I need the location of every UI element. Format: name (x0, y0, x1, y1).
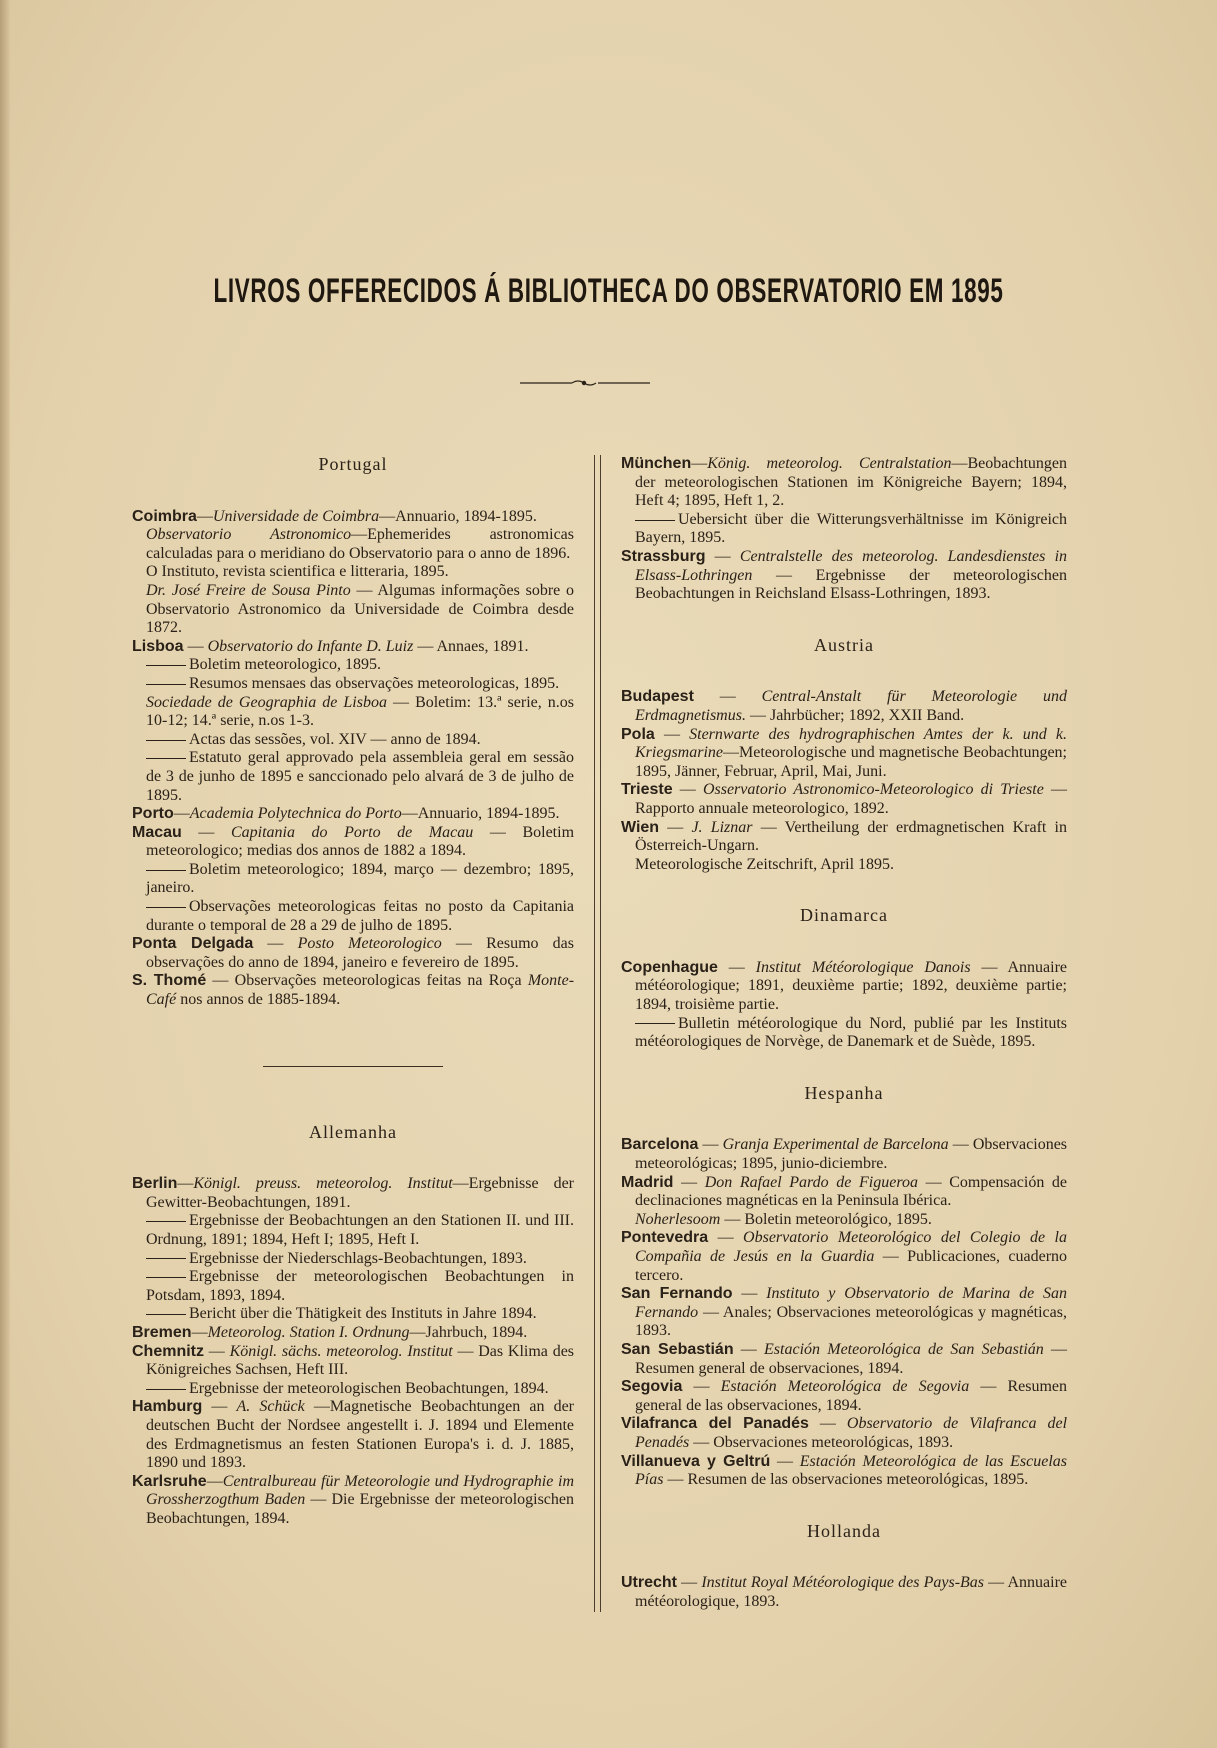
column-separator (594, 455, 601, 1612)
entry-text: Rapporto annuale meteorologico, 1892. (635, 799, 889, 817)
entry-lisboa: Lisboa — Observatorio do Infante D. Luiz — Annaes, 1891. (132, 637, 529, 655)
institution: A. Schück (236, 1398, 305, 1416)
entry-lisboa-sub (132, 731, 574, 750)
institution: Don Rafael Pardo de Figueroa (704, 1173, 918, 1191)
place-name: Vilafranca del Panadés (621, 1415, 809, 1433)
entry-coimbra-sub: O Instituto, revista scientifica e litteraria, 1895. (146, 563, 449, 581)
entry-text: Ergebnisse der Niederschlags-Beobachtungen, 1893. (189, 1249, 527, 1267)
entry-coimbra-sub: Observatorio Astronomico—Ephemerides astronomicas calculadas para o meridiano do Observatorio para o anno de 1896. (146, 526, 574, 562)
entry-vilafranca: Vilafranca del Panadés — Observatorio de Vilafranca del Penadés — Observaciones meteorológicas, 1893. (621, 1415, 1068, 1451)
section-heading-hollanda: Hollanda (807, 1520, 881, 1541)
entry-text: Ergebnisse der Beobachtungen an den Stationen II. und III. Ordnung, 1891; 1894, Heft I; 1895, Heft I. (146, 1212, 574, 1248)
entry-madrid-sub: Noherlesoom — Boletin meteorológico, 1895. (635, 1210, 932, 1228)
entry-pola: Pola — Sternwarte des hydrographischen Amtes der k. und k. Kriegsmarine—Meteorologische und magnetische Beobachtungen; 1895, Jänner, Februar, April, Mai, Juni. (621, 725, 1067, 780)
place-name: San Sebastián (621, 1340, 734, 1358)
entry-segovia: Segovia — Estación Meteorológica de Segovia — Resumen general de las observaciones, 1894. (621, 1378, 1068, 1414)
entry-text: Ergebnisse der Gewitter-Beobachtungen, 1891. (146, 1175, 574, 1211)
entry-text: Boletim: 13.ª serie, n.os 10-12; 14.ª serie, n.os 1-3. (146, 693, 575, 730)
institution: Posto Meteorologico (297, 935, 442, 953)
entry-text: nos annos de 1885-1894. (180, 991, 341, 1009)
entry-text: Ephemerides astronomicas calculadas para o meridiano do Observatorio para o anno de 1896. (146, 526, 574, 562)
place-name: Madrid (621, 1173, 674, 1191)
entry-munchen-sub (621, 511, 1067, 548)
entry-text: Jahrbuch, 1894. (425, 1323, 528, 1341)
institution: Dr. José Freire de Sousa Pinto (146, 581, 351, 599)
entry-text: Vertheilung der erdmagnetischen Kraft in Österreich-Ungarn. (635, 818, 1067, 855)
place-name: Coimbra (132, 507, 197, 525)
institution: J. Liznar (691, 818, 753, 836)
entry-berlin-sub (132, 1268, 574, 1305)
place-name: Hamburg (132, 1398, 203, 1416)
entry-text: Annuario, 1894-1895. (395, 507, 537, 525)
section-rule (263, 1066, 443, 1067)
place-name: Chemnitz (132, 1342, 204, 1360)
place-name: Karlsruhe (132, 1472, 207, 1490)
entry-text: Ergebnisse der meteorologischen Beobachtungen in Reichsland Elsass-Lothringen, 1893. (635, 566, 1067, 603)
entry-text: Resumos mensaes das observações meteorologicas, 1895. (189, 674, 560, 692)
entry-text: Jahrbücher; 1892, XXII Band. (769, 706, 965, 724)
section-heading-dinamarca: Dinamarca (800, 905, 888, 926)
entry-text: Annuaire météorologique; 1891, deuxième partie; 1892, deuxième partie; 1894, troisième partie. (635, 958, 1068, 1014)
place-name: Segovia (621, 1378, 683, 1396)
entry-text: Boletim meteorologico; 1894, março — dezembro; 1895, janeiro. (146, 860, 574, 897)
place-name: Villanueva y Geltrú (621, 1452, 771, 1470)
entry-text: Annuaire météorologique, 1893. (635, 1574, 1067, 1610)
entry-chemnitz-sub (132, 1380, 574, 1399)
section-heading-austria: Austria (814, 634, 874, 655)
place-name: Lisboa (132, 637, 184, 655)
entry-text: Resumen general de observaciones, 1894. (635, 1359, 904, 1377)
entry-text: Das Klima des Königreiches Sachsen, Heft III. (146, 1342, 575, 1379)
entry-munchen: München—König. meteorolog. Centralstation—Beobachtungen der meteorologischen Stationen im Königreiche Bayern; 1894, Heft 4; 1895, Heft 1, 2. (621, 455, 1067, 510)
ornament-divider (520, 375, 650, 391)
institution: Universidade de Coimbra (212, 507, 380, 525)
institution: Sternwarte des hydrographischen Amtes der k. und k. Kriegsmarine (635, 725, 1067, 762)
entry-text: Resumen general de las observaciones, 1894. (635, 1378, 1068, 1414)
institution: Institut Météorologique Danois (755, 958, 971, 976)
entry-macau-sub (132, 861, 574, 898)
place-name: Trieste (621, 781, 673, 799)
entry-text: Resumen de las observaciones meteorológicas, 1895. (687, 1471, 1029, 1489)
place-name: Berlin (132, 1175, 178, 1193)
entry-text: Resumo das observações do anno de 1894, janeiro e fevereiro de 1895. (146, 935, 574, 971)
place-name: San Fernando (621, 1285, 733, 1303)
entry-berlin-sub (132, 1250, 574, 1269)
entry-copenhague: Copenhague — Institut Météorologique Danois — Annuaire météorologique; 1891, deuxième partie; 1892, deuxième partie; 1894, troisième partie. (621, 958, 1068, 1014)
entry-text: Die Ergebnisse der meteorologischen Beobachtungen, 1894. (146, 1491, 575, 1527)
institution: König. meteorolog. Centralstation (707, 455, 952, 472)
entry-san-sebastian: San Sebastián — Estación Meteorológica de San Sebastián — Resumen general de observaciones, 1894. (621, 1340, 1068, 1377)
place-name: Bremen (132, 1323, 192, 1341)
right-column (621, 455, 1067, 1612)
institution: Granja Experimental de Barcelona (722, 1136, 949, 1154)
section-heading-hespanha: Hespanha (804, 1082, 884, 1103)
institution: Observatorio Meteorológico del Colegio de la Compañia de Jesús en la Guardia (635, 1229, 1067, 1265)
entry-madrid: Madrid — Don Rafael Pardo de Figueroa — Compensación de declinaciones magnéticas en la Peninsula Ibérica. (621, 1173, 1068, 1210)
institution: Centralbureau für Meteorologie und Hydrographie im Grossherzogthum Baden (146, 1472, 574, 1509)
section-heading-allemanha: Allemanha (309, 1121, 397, 1142)
entry-san-fernando: San Fernando — Instituto y Observatorio de Marina de San Fernando — Anales; Observaciones meteorológicas y magnéticas, 1893. (621, 1285, 1068, 1340)
entry-karlsruhe: Karlsruhe—Centralbureau für Meteorologie und Hydrographie im Grossherzogthum Baden — Die Ergebnisse der meteorologischen Beobachtungen, 1894. (132, 1472, 575, 1527)
entry-text: Estatuto geral approvado pela assembleia geral em sessão de 3 de junho de 1895 e sanccionado pelo alvará de 3 de julho de 1895. (146, 749, 574, 804)
entry-lisboa-sub: Sociedade de Geographia de Lisboa — Boletim: 13.ª serie, n.os 10-12; 14.ª serie, n.os 1-3. (146, 693, 575, 730)
entry-text: Annaes, 1891. (436, 637, 529, 655)
place-name: Utrecht (621, 1574, 678, 1592)
institution: Estación Meteorológica de Segovia (720, 1378, 970, 1396)
institution: Academia Polytechnica do Porto (189, 805, 402, 823)
institution: Meteorolog. Station I. Ordnung (207, 1323, 410, 1341)
place-name: Wien (621, 818, 660, 836)
institution: Observatorio de Vilafranca del Penadés (635, 1415, 1068, 1451)
institution: Capitania do Porto de Macau (230, 823, 474, 841)
entry-text: Observaciones meteorológicas, 1893. (713, 1433, 954, 1451)
entry-chemnitz: Chemnitz — Königl. sächs. meteorolog. Institut — Das Klima des Königreiches Sachsen, Heft III. (132, 1342, 575, 1379)
place-name: München (621, 455, 692, 472)
institution: Osservatorio Astronomico-Meteorologico di Trieste (702, 781, 1044, 799)
entry-text: Meteorologische und magnetische Beobachtungen; 1895, Jänner, Februar, April, Mai, Juni. (635, 744, 1067, 780)
entry-text: Observações meteorologicas feitas na Roça (234, 972, 522, 990)
place-name: Macau (132, 823, 182, 841)
section-heading-portugal: Portugal (318, 454, 388, 474)
institution: Noherlesoom (635, 1210, 721, 1228)
page-title: LIVROS OFFERECIDOS Á BIBLIOTHECA DO OBSERVATORIO EM 1895 (213, 272, 1004, 310)
entry-text: Observaciones meteorológicas; 1895, junio-diciembre. (635, 1136, 1068, 1173)
place-name: Copenhague (621, 958, 718, 976)
place-name: Strassburg (621, 547, 706, 565)
institution: Centralstelle des meteorolog. Landesdienstes in Elsass-Lothringen (635, 547, 1068, 584)
entry-text: Anales; Observaciones meteorológicas y magnéticas, 1893. (635, 1303, 1067, 1340)
entry-wien-sub: Meteorologische Zeitschrift, April 1895. (635, 855, 895, 873)
entry-utrecht: Utrecht — Institut Royal Météorologique des Pays-Bas — Annuaire météorologique, 1893. (621, 1574, 1067, 1610)
entry-barcelona: Barcelona — Granja Experimental de Barcelona — Observaciones meteorológicas; 1895, junio-diciembre. (621, 1136, 1068, 1173)
entry-hamburg: Hamburg — A. Schück —Magnetische Beobachtungen an der deutschen Bucht der Nordsee angestellt i. J. 1894 und Elemente des Erdmagnetismus an festen Stationen Europa's i. d. J. 1885, 1890 und 1893. (132, 1398, 574, 1472)
institution: Institut Royal Météorologique des Pays-Bas (701, 1574, 985, 1592)
institution: Central-Anstalt für Meteorologie und Erdmagnetismus. (635, 688, 1068, 724)
entry-lisboa-sub (132, 675, 574, 694)
entry-text: Bulletin météorologique du Nord, publié par les Instituts météorologiques de Norvège, de Danemark et de Suède, 1895. (635, 1014, 1067, 1051)
place-name: Porto (132, 805, 174, 823)
left-column (132, 455, 574, 1529)
entry-text: Boletim meteorologico; medias dos annos de 1882 a 1894. (146, 823, 575, 860)
institution: Instituto y Observatorio de Marina de San Fernando (635, 1285, 1068, 1321)
entry-text: Bericht über die Thätigkeit des Instituts in Jahre 1894. (189, 1305, 537, 1323)
entry-copenhague-sub (621, 1015, 1067, 1052)
institution: Observatorio do Infante D. Luiz (207, 637, 414, 655)
entry-text: Algumas informações sobre o Observatorio Astronomico da Universidade de Coimbra desde 1872. (146, 581, 574, 637)
institution: Monte-Café (146, 972, 575, 1009)
entry-text: Compensación de declinaciones magnéticas en la Peninsula Ibérica. (635, 1173, 1068, 1210)
entry-text: Ergebnisse der meteorologischen Beobachtungen in Potsdam, 1893, 1894. (146, 1268, 574, 1304)
entry-text: Uebersicht über die Witterungsverhältnisse im Königreich Bayern, 1895. (635, 510, 1067, 547)
entry-trieste: Trieste — Osservatorio Astronomico-Meteorologico di Trieste — Rapporto annuale meteorologico, 1892. (621, 781, 1067, 817)
place-name: Pola (621, 725, 655, 743)
place-name: Budapest (621, 688, 694, 706)
institution: Königl. preuss. meteorolog. Institut (193, 1175, 453, 1193)
entry-coimbra-sub: Dr. José Freire de Sousa Pinto — Algumas informações sobre o Observatorio Astronomico da Universidade de Coimbra desde 1872. (146, 581, 574, 637)
entry-s-thome: S. Thomé — Observações meteorologicas feitas na Roça Monte-Café nos annos de 1885-1894. (132, 972, 575, 1009)
entry-lisboa-sub (132, 749, 574, 805)
page-edge (0, 0, 10, 1748)
entry-pontevedra: Pontevedra — Observatorio Meteorológico del Colegio de la Compañia de Jesús en la Guardia — Publicaciones, cuaderno tercero. (621, 1229, 1068, 1284)
entry-text: Ergebnisse der meteorologischen Beobachtungen, 1894. (189, 1379, 549, 1397)
institution: Sociedade de Geographia de Lisboa (146, 693, 387, 711)
place-name: Ponta Delgada (132, 935, 254, 953)
place-name: Barcelona (621, 1136, 699, 1154)
entry-lisboa-sub (132, 656, 574, 675)
entry-macau: Macau — Capitania do Porto de Macau — Boletim meteorologico; medias dos annos de 1882 a 1894. (132, 823, 575, 860)
entry-ponta-delgada: Ponta Delgada — Posto Meteorologico — Resumo das observações do anno de 1894, janeiro e fevereiro de 1895. (132, 935, 574, 971)
entry-budapest: Budapest — Central-Anstalt für Meteorologie und Erdmagnetismus. — Jahrbücher; 1892, XXII Band. (621, 688, 1068, 724)
entry-text: Actas das sessões, vol. XIV — anno de 1894. (189, 730, 481, 748)
entry-bremen: Bremen—Meteorolog. Station I. Ordnung—Jahrbuch, 1894. (132, 1323, 528, 1341)
place-name: S. Thomé (132, 972, 207, 990)
institution: Estación Meteorológica de las Escuelas Pías (635, 1452, 1067, 1489)
institution: Estación Meteorológica de San Sebastián (764, 1340, 1044, 1358)
entry-text: Boletim meteorologico, 1895. (189, 656, 381, 674)
entry-wien: Wien — J. Liznar — Vertheilung der erdmagnetischen Kraft in Österreich-Ungarn. (621, 818, 1067, 855)
entry-text: Publicaciones, cuaderno tercero. (635, 1248, 1068, 1284)
entry-macau-sub (132, 898, 574, 935)
entry-berlin-sub (132, 1305, 574, 1324)
institution: Königl. sächs. meteorolog. Institut (229, 1342, 453, 1360)
entry-text: Beobachtungen der meteorologischen Stationen im Königreiche Bayern; 1894, Heft 4; 1895, Heft 1, 2. (635, 455, 1067, 510)
entry-strassburg: Strassburg — Centralstelle des meteorolog. Landesdienstes in Elsass-Lothringen — Ergebnisse der meteorologischen Beobachtungen in Reichsland Elsass-Lothringen, 1893. (621, 547, 1068, 603)
entry-text: Annuario, 1894-1895. (417, 805, 560, 823)
entry-text: Observações meteorologicas feitas no posto da Capitania durante o temporal de 28 a 29 de julho de 1895. (146, 898, 574, 934)
entry-porto: Porto—Academia Polytechnica do Porto—Annuario, 1894-1895. (132, 805, 560, 823)
entry-villanueva: Villanueva y Geltrú — Estación Meteorológica de las Escuelas Pías — Resumen de las observaciones meteorológicas, 1895. (621, 1452, 1067, 1489)
entry-text: Boletin meteorológico, 1895. (744, 1210, 932, 1228)
institution: Observatorio Astronomico (146, 526, 352, 544)
entry-berlin: Berlin—Königl. preuss. meteorolog. Institut—Ergebnisse der Gewitter-Beobachtungen, 1891. (132, 1175, 574, 1211)
place-name: Pontevedra (621, 1229, 709, 1247)
entry-text: Magnetische Beobachtungen an der deutschen Bucht der Nordsee angestellt i. J. 1894 und Elemente des Erdmagnetismus an festen Stationen Europa's i. d. J. 1885, 1890 und 1893. (146, 1398, 574, 1472)
entry-berlin-sub (132, 1212, 574, 1249)
entry-coimbra: Coimbra—Universidade de Coimbra—Annuario, 1894-1895. (132, 507, 537, 525)
